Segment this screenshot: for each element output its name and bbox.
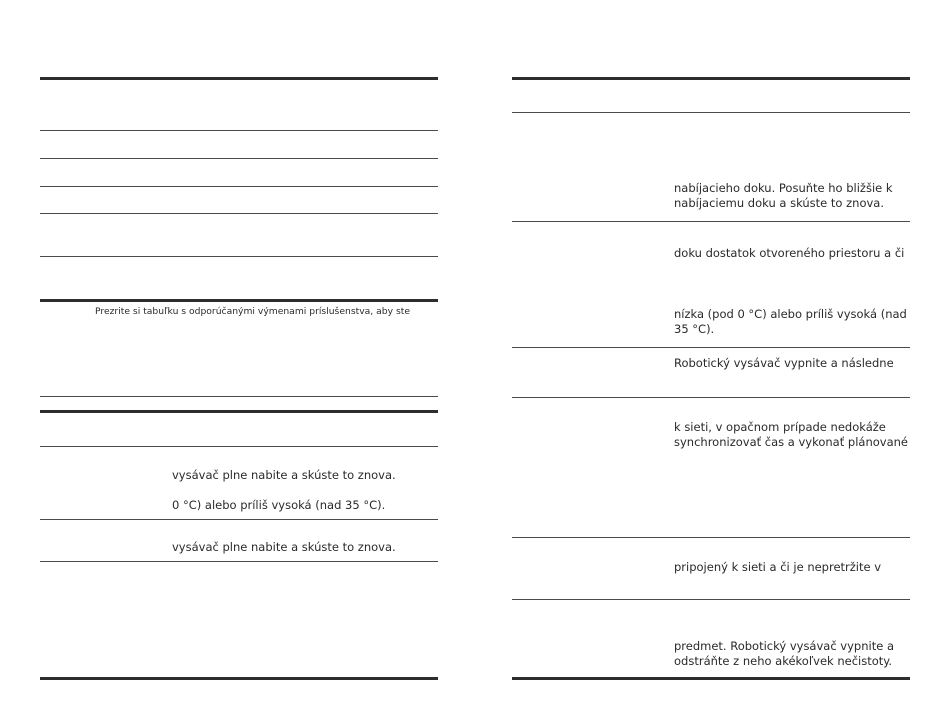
right-table-bottom-rule (512, 677, 910, 680)
right-row5-text-line1: k sieti, v opačnom prípade nedokáže (674, 420, 886, 434)
left-row-divider (40, 519, 438, 520)
left-table2-top-rule (40, 410, 438, 413)
left-row-divider (40, 446, 438, 447)
right-row-divider (512, 347, 910, 348)
right-row5-text-line2: synchronizovať čas a vykonať plánované (674, 435, 908, 449)
right-row-divider (512, 599, 910, 600)
right-row7-text-line1: predmet. Robotický vysávač vypnite a (674, 639, 894, 653)
left-note-top-rule (40, 299, 438, 302)
right-row6-text: pripojený k sieti a či je nepretržite v (674, 560, 882, 574)
right-row-divider (512, 112, 910, 113)
right-row-divider (512, 397, 910, 398)
left-row-divider (40, 213, 438, 214)
right-row7-text-line2: odstráňte z neho akékoľvek nečistoty. (674, 654, 893, 668)
right-row2-text: doku dostatok otvoreného priestoru a či (674, 246, 905, 260)
left-row-divider (40, 256, 438, 257)
left-table-top-rule (40, 77, 438, 80)
left-row1-text-line2: 0 °C) alebo príliš vysoká (nad 35 °C). (172, 498, 386, 512)
left-row-divider (40, 186, 438, 187)
left-row-divider (40, 130, 438, 131)
left-row-divider (40, 158, 438, 159)
left-row-divider (40, 561, 438, 562)
left-note-bottom-rule (40, 396, 438, 397)
right-row-divider (512, 221, 910, 222)
accessory-note-text: Prezrite si tabuľku s odporúčanými výmenami príslušenstva, aby ste (95, 306, 410, 317)
right-row1-text-line1: nabíjacieho doku. Posuňte ho bližšie k (674, 181, 893, 195)
right-row-divider (512, 537, 910, 538)
right-row4-text: Robotický vysávač vypnite a následne (674, 356, 894, 370)
left-row1-text-line1: vysávač plne nabite a skúste to znova. (172, 468, 396, 482)
right-table-top-rule (512, 77, 910, 80)
right-row1-text-line2: nabíjaciemu doku a skúste to znova. (674, 196, 884, 210)
right-row3-text-line2: 35 °C). (674, 322, 715, 336)
right-row3-text-line1: nízka (pod 0 °C) alebo príliš vysoká (nad (674, 307, 907, 321)
left-table-bottom-rule (40, 677, 438, 680)
left-row2-text: vysávač plne nabite a skúste to znova. (172, 540, 396, 554)
